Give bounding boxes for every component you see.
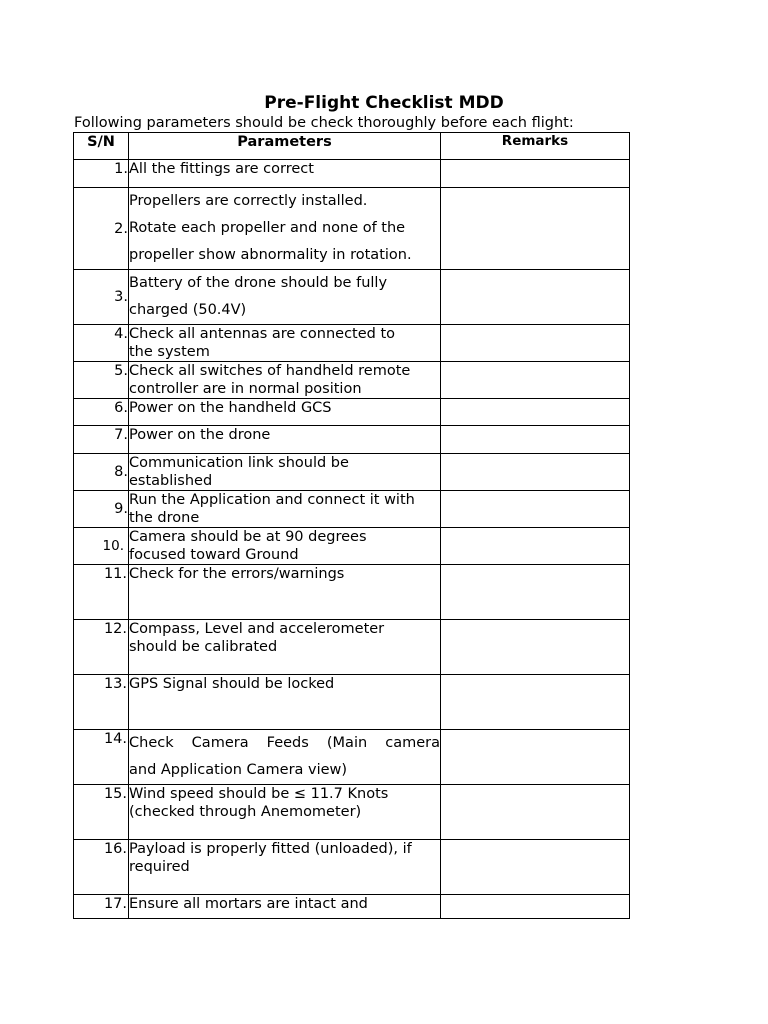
row-parameter [129, 325, 441, 362]
row-remarks [441, 528, 630, 565]
parameter-line: Check Camera Feeds (Main camera [129, 735, 440, 751]
table-row [74, 188, 630, 270]
row-remarks [441, 565, 630, 620]
row-parameter [129, 675, 441, 730]
parameter-line: Check all switches of handheld remote [129, 363, 411, 379]
row-remarks [441, 491, 630, 528]
parameter-line: Camera should be at 90 degrees [129, 529, 367, 545]
row-sn: 11. [74, 565, 129, 620]
parameter-line: propeller show abnormality in rotation. [129, 247, 412, 263]
row-parameter [129, 160, 441, 188]
page-title: Pre-Flight Checklist MDD [264, 93, 504, 113]
parameter-line: established [129, 473, 213, 489]
row-remarks [441, 454, 630, 491]
parameter-line: Propellers are correctly installed. [129, 193, 368, 209]
row-remarks [441, 840, 630, 895]
row-parameter [129, 362, 441, 399]
parameter-line: Run the Application and connect it with [129, 492, 415, 508]
parameter-line: required [129, 859, 190, 875]
parameter-line: All the fittings are correct [129, 161, 314, 177]
header-parameters: Parameters [129, 133, 441, 160]
row-sn: 4. [74, 325, 129, 362]
row-sn: 12. [74, 620, 129, 675]
parameter-line: Communication link should be [129, 455, 349, 471]
row-remarks [441, 160, 630, 188]
parameter-line: Battery of the drone should be fully [129, 275, 388, 291]
row-parameter [129, 840, 441, 895]
row-parameter [129, 565, 441, 620]
intro-text: Following parameters should be check thoroughly before each flight: [74, 115, 574, 131]
parameter-line: Check for the errors/warnings [129, 566, 345, 582]
parameter-line: charged (50.4V) [129, 302, 247, 318]
parameter-line: Wind speed should be ≤ 11.7 Knots [129, 786, 389, 802]
row-remarks [441, 730, 630, 785]
row-sn: 3. [74, 270, 129, 325]
parameter-line: Rotate each propeller and none of the [129, 220, 406, 236]
parameter-line: Power on the drone [129, 427, 271, 443]
table-row [74, 454, 630, 491]
row-parameter [129, 785, 441, 840]
row-parameter [129, 491, 441, 528]
table-row [74, 565, 630, 620]
table-row [74, 362, 630, 399]
parameter-line: Check all antennas are connected to [129, 326, 396, 342]
table-row [74, 270, 630, 325]
row-sn: 1. [74, 160, 129, 188]
parameter-line: Ensure all mortars are intact and [129, 896, 368, 912]
header-remarks: Remarks [441, 133, 630, 160]
row-parameter [129, 426, 441, 454]
row-parameter [129, 528, 441, 565]
parameter-line: Compass, Level and accelerometer [129, 621, 385, 637]
parameter-line: (checked through Anemometer) [129, 804, 362, 820]
table-row [74, 785, 630, 840]
parameter-line: focused toward Ground [129, 547, 299, 563]
row-sn: 14. [74, 730, 129, 785]
row-remarks [441, 785, 630, 840]
row-sn: 10. [74, 528, 129, 565]
row-parameter [129, 454, 441, 491]
row-sn: 16. [74, 840, 129, 895]
parameter-line: Payload is properly fitted (unloaded), if [129, 841, 412, 857]
parameter-line: the drone [129, 510, 200, 526]
row-sn: 6. [74, 399, 129, 426]
row-remarks [441, 399, 630, 426]
table-row [74, 491, 630, 528]
row-remarks [441, 188, 630, 270]
row-parameter [129, 188, 441, 270]
table-row [74, 325, 630, 362]
table-row [74, 399, 630, 426]
row-parameter [129, 399, 441, 426]
row-sn: 7. [74, 426, 129, 454]
row-sn: 17. [74, 895, 129, 919]
row-sn: 13. [74, 675, 129, 730]
row-remarks [441, 620, 630, 675]
table-row [74, 426, 630, 454]
row-remarks [441, 426, 630, 454]
parameter-line: should be calibrated [129, 639, 278, 655]
table-row [74, 528, 630, 565]
table-row [74, 840, 630, 895]
table-row [74, 730, 630, 785]
row-sn: 5. [74, 362, 129, 399]
parameter-line: Power on the handheld GCS [129, 400, 332, 416]
checklist-table [73, 132, 630, 919]
parameter-line: GPS Signal should be locked [129, 676, 335, 692]
table-row [74, 160, 630, 188]
header-sn: S/N [74, 133, 129, 160]
row-remarks [441, 362, 630, 399]
parameter-line: the system [129, 344, 210, 360]
row-sn: 15. [74, 785, 129, 840]
parameter-line: controller are in normal position [129, 381, 362, 397]
parameter-line: and Application Camera view) [129, 762, 348, 778]
table-row [74, 675, 630, 730]
row-parameter [129, 730, 441, 785]
row-parameter [129, 895, 441, 919]
row-parameter [129, 620, 441, 675]
row-remarks [441, 895, 630, 919]
row-sn: 9. [74, 491, 129, 528]
row-remarks [441, 325, 630, 362]
row-remarks [441, 270, 630, 325]
row-sn: 2. [74, 188, 129, 270]
row-remarks [441, 675, 630, 730]
row-sn: 8. [74, 454, 129, 491]
header-row [74, 133, 630, 160]
table-row [74, 895, 630, 919]
row-parameter [129, 270, 441, 325]
table-row [74, 620, 630, 675]
